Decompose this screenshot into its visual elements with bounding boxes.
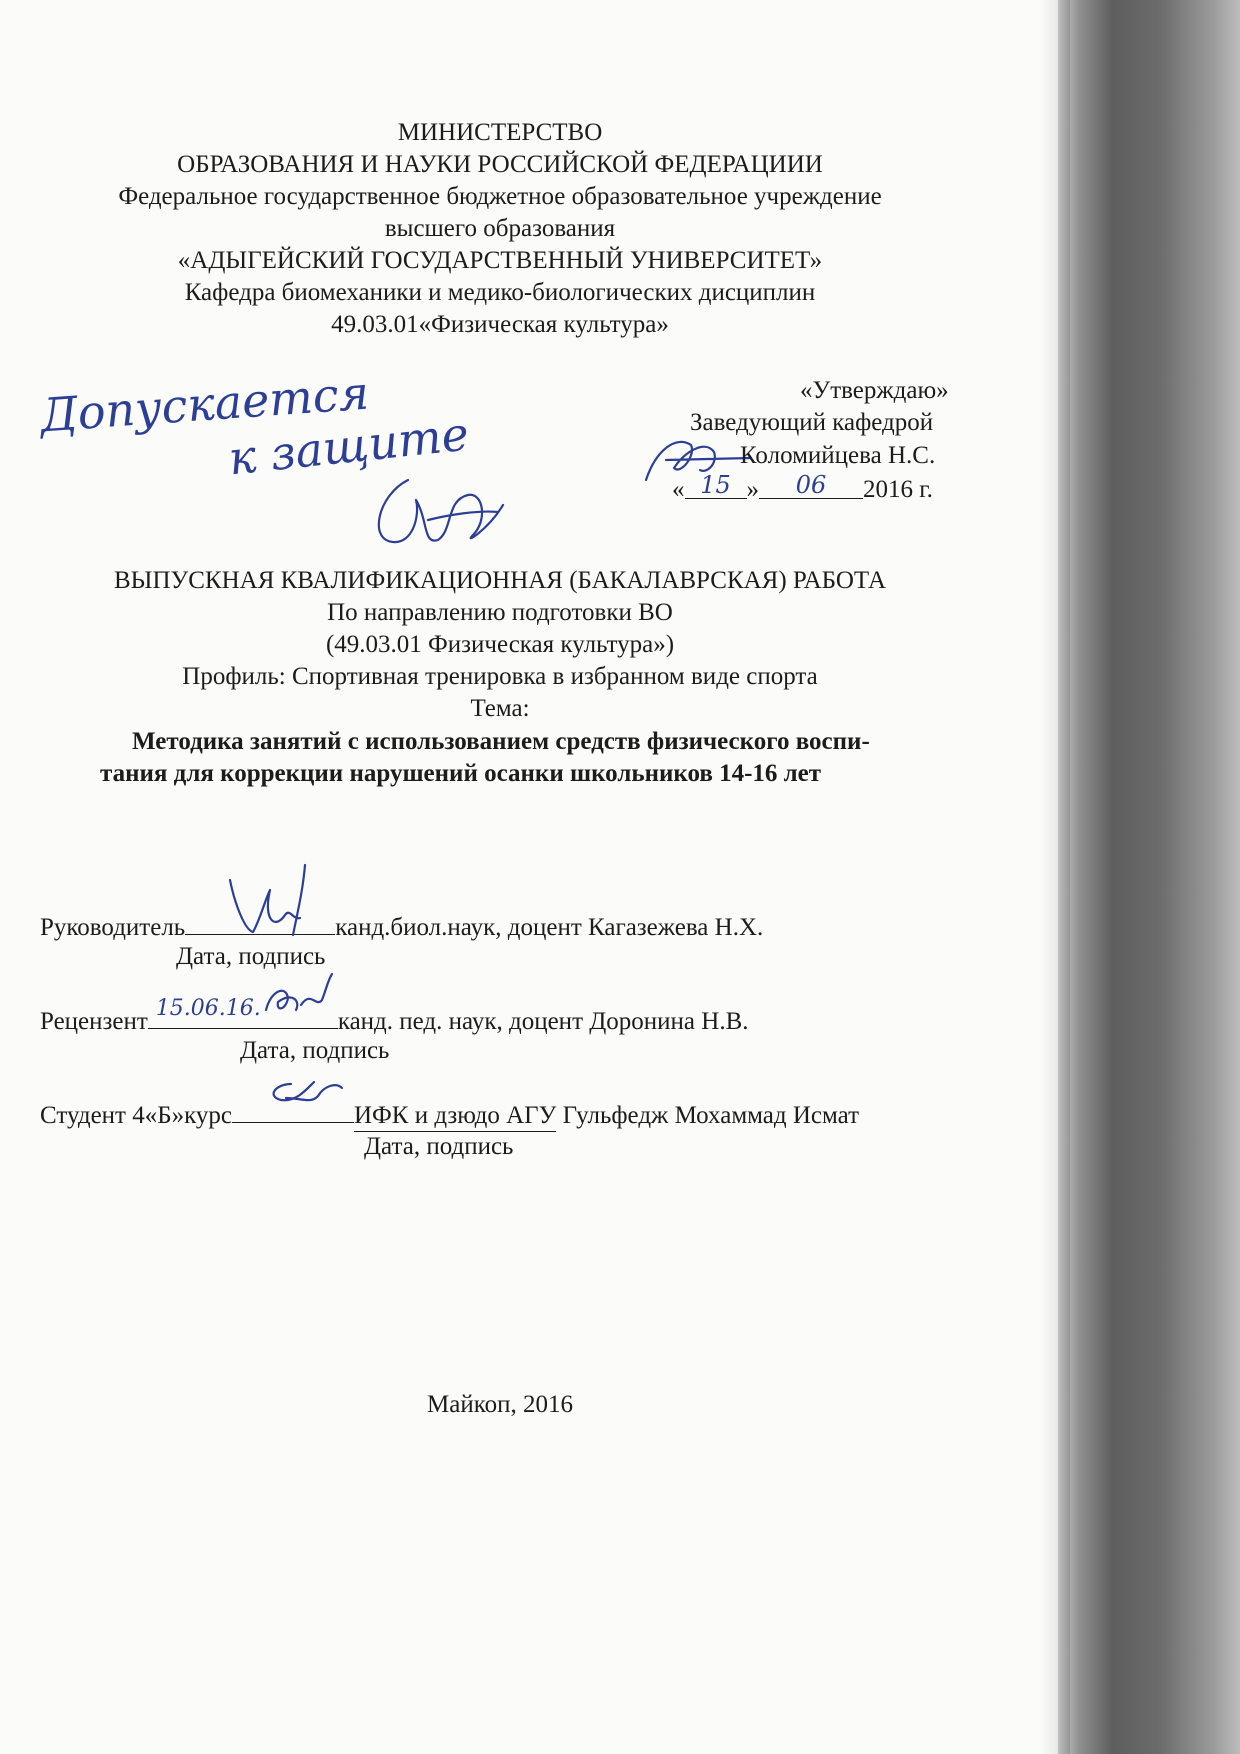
reviewer-signature	[256, 970, 336, 1030]
institution-type: Федеральное государственное бюджетное образовательное учреждение	[118, 183, 882, 210]
date-year: 2016 г.	[863, 476, 933, 503]
theme-line-1: Методика занятий с использованием средств физического воспи-	[132, 728, 870, 755]
student-info-underlined: ИФК и дзюдо АГУ	[354, 1101, 556, 1132]
work-direction: По направлению подготовки ВО	[327, 599, 673, 626]
student-signature-line	[232, 1098, 354, 1123]
university-name: «АДЫГЕЙСКИЙ ГОСУДАРСТВЕННЫЙ УНИВЕРСИТЕТ»	[177, 247, 823, 274]
supervisor-info: канд.биол.наук, доцент Кагазежева Н.Х.	[335, 914, 764, 941]
student-row	[40, 1098, 859, 1132]
date-day-field	[685, 471, 747, 499]
date-month: 06	[795, 471, 827, 499]
supervisor-caption: Дата, подпись	[176, 943, 326, 970]
approval-date	[672, 471, 933, 505]
supervisor-label: Руководитель	[40, 914, 186, 941]
binding-shadow	[1058, 0, 1240, 1754]
supervisor-row	[40, 910, 763, 943]
theme-line-2: тания для коррекции нарушений осанки школьников 14-16 лет	[100, 760, 822, 787]
work-code: (49.03.01 Физическая культура»)	[325, 631, 675, 658]
student-name: Гульфедж Мохаммад Исмат	[556, 1102, 860, 1129]
reviewer-info: канд. пед. наук, доцент Доронина Н.В.	[337, 1008, 749, 1035]
handwritten-signature-left	[368, 460, 518, 550]
work-profile: Профиль: Спортивная тренировка в избранном виде спорта	[182, 663, 818, 690]
reviewer-signature-line	[148, 996, 338, 1029]
ministry-line-2: ОБРАЗОВАНИЯ И НАУКИ РОССИЙСКОЙ ФЕДЕРАЦИИИ	[177, 151, 823, 178]
date-day: 15	[700, 471, 731, 499]
date-close-quote: »	[746, 476, 759, 503]
theme-label: Тема:	[470, 695, 530, 722]
student-signature	[256, 1076, 346, 1116]
approver-name: Коломийцева Н.С.	[740, 442, 936, 469]
program-code: 49.03.01«Физическая культура»	[331, 311, 669, 338]
supervisor-signature-line	[185, 910, 335, 935]
education-level: высшего образования	[384, 215, 616, 242]
reviewer-caption: Дата, подпись	[240, 1037, 390, 1064]
student-label: Студент 4«Б»курс	[40, 1102, 232, 1129]
approver-position: Заведующий кафедрой	[690, 409, 934, 436]
work-title: ВЫПУСКНАЯ КВАЛИФИКАЦИОННАЯ (БАКАЛАВРСКАЯ) РАБОТА	[114, 567, 886, 594]
reviewer-handwritten-date: 15.06.16.	[155, 996, 261, 1021]
handwritten-admit-line-2: к защите	[225, 406, 472, 486]
approval-heading: «Утверждаю»	[800, 377, 949, 404]
ministry-line-1: МИНИСТЕРСТВО	[397, 119, 603, 146]
student-caption: Дата, подпись	[364, 1133, 514, 1160]
reviewer-label: Рецензент	[40, 1008, 148, 1035]
handwritten-admit-line-1: Допускается	[38, 365, 371, 443]
reviewer-row	[40, 996, 749, 1037]
department-name: Кафедра биомеханики и медико-биологических дисциплин	[184, 279, 816, 306]
place-year: Майкоп, 2016	[427, 1391, 573, 1418]
supervisor-signature	[215, 860, 325, 940]
date-open-quote: «	[672, 476, 685, 503]
date-month-field	[759, 471, 863, 499]
page-edge	[1040, 0, 1070, 1754]
